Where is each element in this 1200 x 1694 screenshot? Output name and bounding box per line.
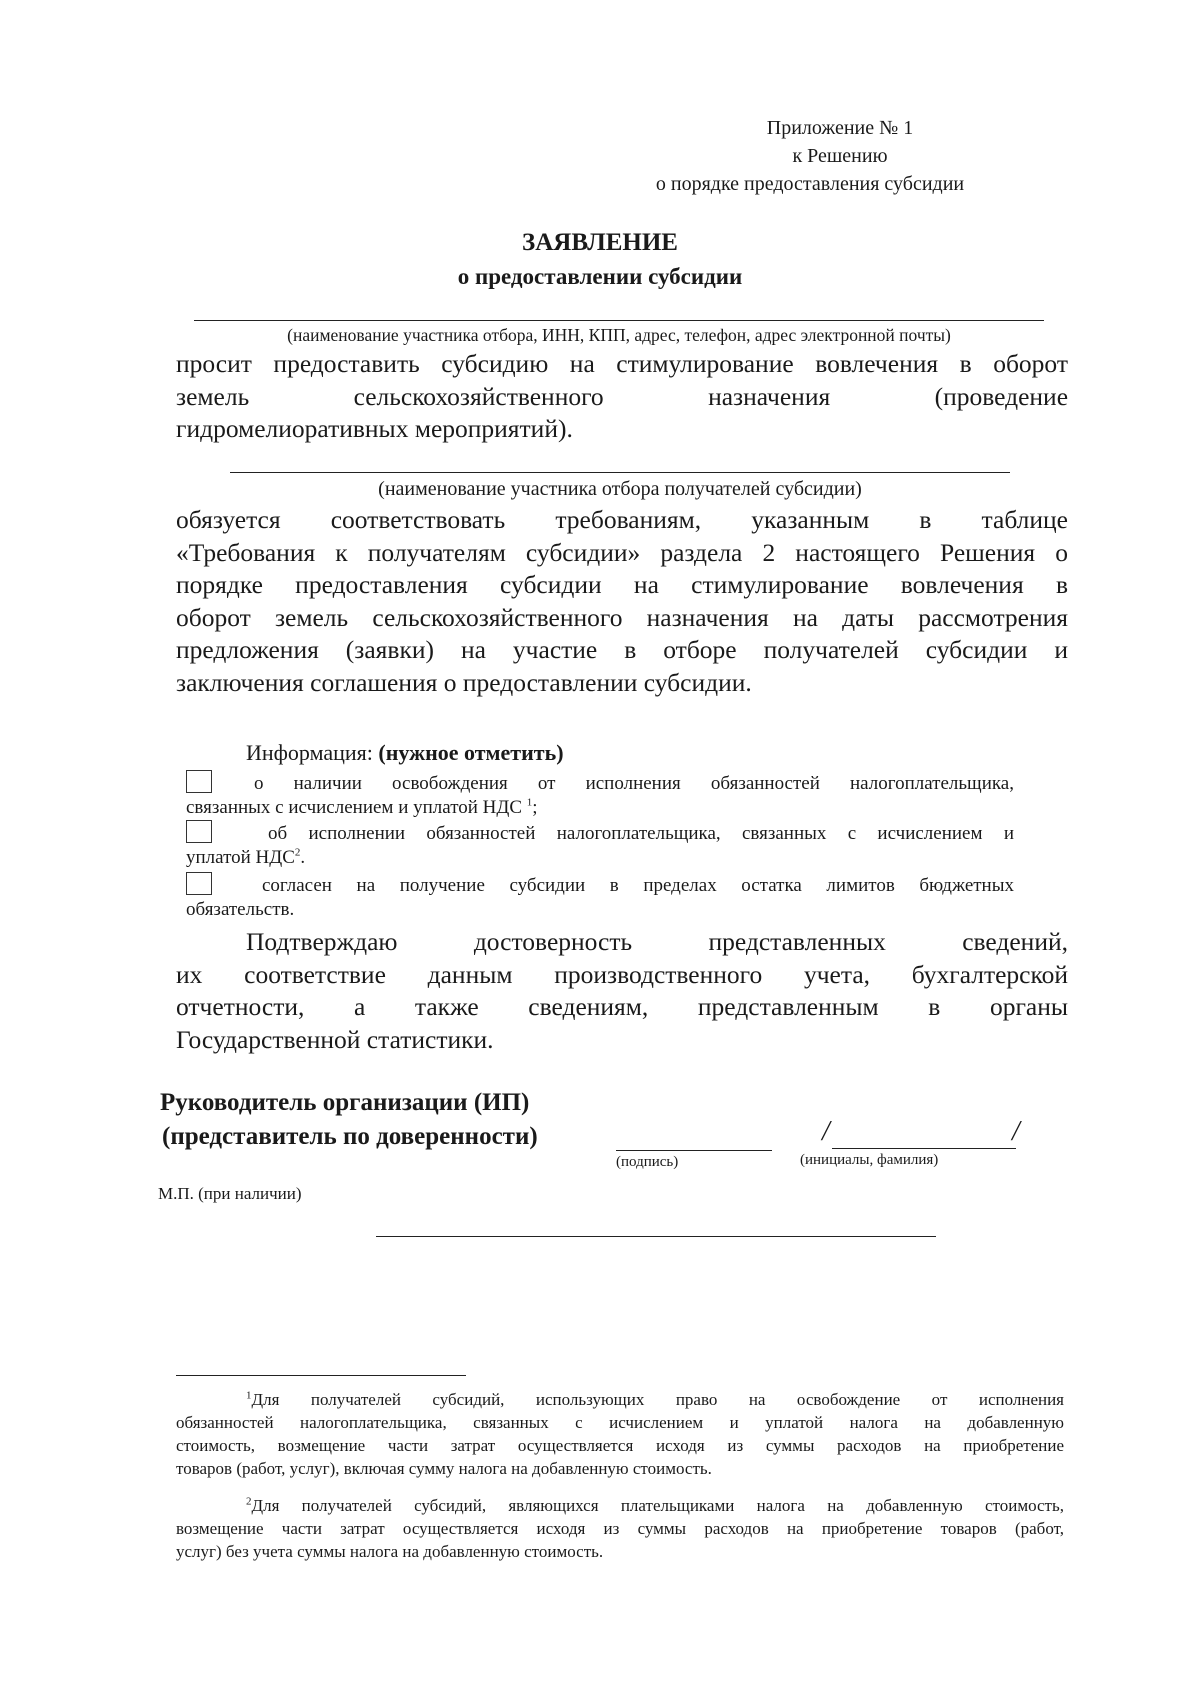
signatory-title: Руководитель организации (ИП): [160, 1089, 530, 1116]
option-1-line-2: связанных с исчислением и уплатой НДС $^1$;: [186, 796, 538, 818]
confirmation-line-2: их соответствие данным производственного учета, бухгалтерской: [176, 959, 1068, 989]
info-note: (нужное отметить): [378, 740, 564, 765]
confirmation-line-3: отчетности, а также сведениям, представленным в органы: [176, 992, 1068, 1021]
appendix-subject: о порядке предоставления субсидии: [655, 173, 965, 195]
footnote-2-line-2: возмещение части затрат осуществляется исходя из суммы расходов на приобретение товаров (работ,: [176, 1519, 1064, 1538]
request-line-2: земель сельскохозяйственного назначения (проведение: [176, 381, 1069, 411]
name-line[interactable]: [832, 1148, 1016, 1149]
document-title: [0, 226, 1200, 294]
confirmation-paragraph: [176, 926, 1068, 1056]
option-1: [186, 772, 1014, 820]
signature-caption: (подпись): [616, 1154, 679, 1170]
name-slash-left: /: [822, 1116, 830, 1147]
footnote-1-line-2: обязанностей налогоплательщика, связанных с исчислением и уплатой налога на добавленную: [176, 1413, 1064, 1432]
name-slash-right: /: [1012, 1116, 1020, 1147]
footnote-1-line-3: стоимость, возмещение части затрат осуществляется исходя из суммы расходов на приобретение: [176, 1436, 1064, 1455]
option-3: [186, 874, 1014, 922]
participant-field-line[interactable]: [230, 472, 1010, 473]
footnote-2-line-1: $^2$Для получателей субсидий, являющихся плательщиками налога на добавленную стоимость,: [246, 1495, 1064, 1515]
obligation-line-5: предложения (заявки) на участие в отборе получателей субсидии и: [176, 635, 1068, 664]
blank-line: [376, 1236, 936, 1237]
stamp-place: М.П. (при наличии): [158, 1184, 302, 1203]
appendix-decision: к Решению: [792, 145, 888, 167]
option-2-line-2: уплатой НДС$^2$.: [186, 846, 306, 868]
obligation-line-1: обязуется соответствовать требованиям, указанным в таблице: [176, 505, 1068, 534]
participant-field-caption: (наименование участника отбора получателей субсидии): [378, 478, 862, 500]
title-main: ЗАЯВЛЕНИЕ: [522, 229, 678, 256]
info-heading: [246, 738, 564, 768]
option-2-line-1: об исполнении обязанностей налогоплательщика, связанных с исчислением и: [268, 823, 1014, 844]
applicant-field-caption: (наименование участника отбора, ИНН, КПП, адрес, телефон, адрес электронной почты): [287, 325, 951, 345]
obligation-line-2: «Требования к получателям субсидии» раздела 2 настоящего Решения о: [176, 537, 1068, 567]
option-1-line-1: о наличии освобождения от исполнения обязанностей налогоплательщика,: [254, 773, 1014, 794]
info-label: Информация:: [246, 740, 379, 765]
confirmation-line-4: Государственной статистики.: [176, 1024, 494, 1054]
option-3-line-1: согласен на получение субсидии в пределах остатка лимитов бюджетных: [262, 875, 1014, 896]
footnote-1-line-1: $^1$Для получателей субсидий, использующих право на освобождение от исполнения: [246, 1389, 1064, 1409]
name-caption: (инициалы, фамилия): [800, 1152, 939, 1168]
obligation-paragraph: [176, 504, 1068, 699]
appendix-header: [600, 114, 1020, 198]
option-2: [186, 822, 1014, 870]
title-sub: о предоставлении субсидии: [457, 264, 743, 289]
footnote-2: [176, 1494, 1064, 1563]
appendix-number: Приложение № 1: [766, 117, 914, 139]
confirmation-line-1: Подтверждаю достоверность представленных сведений,: [246, 927, 1069, 956]
footnote-1-line-4: товаров (работ, услуг), включая сумму налога на добавленную стоимость.: [176, 1459, 712, 1478]
footnote-2-line-3: услуг) без учета суммы налога на добавленную стоимость.: [176, 1542, 604, 1561]
option-3-line-2: обязательств.: [186, 899, 295, 920]
request-paragraph: [176, 348, 1068, 446]
signatory-representative: (представитель по доверенности): [162, 1123, 538, 1150]
obligation-line-3: порядке предоставления субсидии на стимулирование вовлечения в: [176, 570, 1068, 599]
request-line-1: просит предоставить субсидию на стимулирование вовлечения в оборот: [176, 349, 1068, 378]
obligation-line-6: заключения соглашения о предоставлении субсидии.: [176, 667, 752, 697]
obligation-line-4: оборот земель сельскохозяйственного назначения на даты рассмотрения: [176, 602, 1068, 632]
footnote-1: [176, 1388, 1064, 1480]
request-line-3: гидромелиоративных мероприятий).: [176, 414, 573, 443]
signature-line[interactable]: [616, 1150, 772, 1151]
applicant-field-line[interactable]: [194, 320, 1044, 321]
footnote-separator: [176, 1375, 466, 1376]
